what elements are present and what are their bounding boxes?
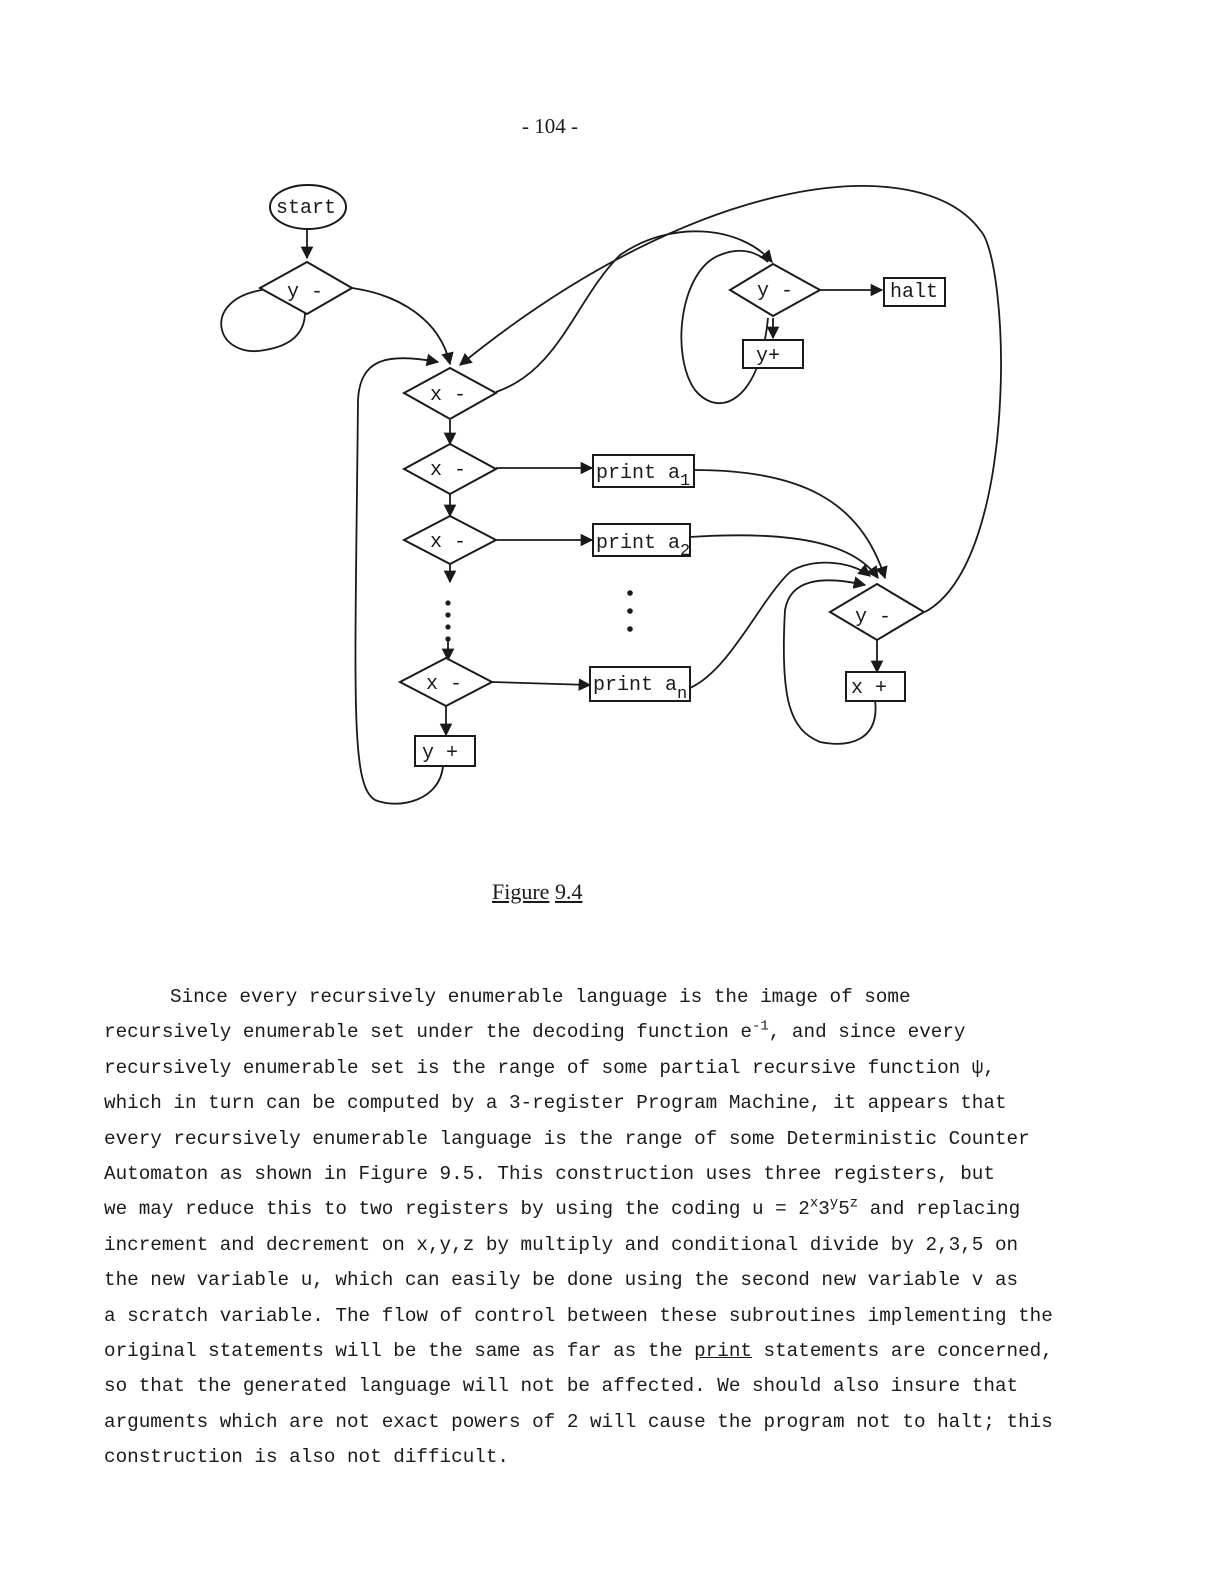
edge-xn-to-printn <box>492 682 590 685</box>
start-label: start <box>276 197 337 220</box>
body-paragraph <box>104 980 1094 1476</box>
node-start <box>270 185 346 229</box>
print-keyword: print <box>694 1340 752 1363</box>
text-line-4: which in turn can be computed by a 3-register Program Machine, it appears that <box>104 1092 1007 1115</box>
y-decrement-label: y - <box>855 606 892 629</box>
print-a1-label: print $a_1$ <box>596 462 691 491</box>
halt-label: halt <box>890 281 939 304</box>
node-x-decrement-3 <box>404 516 496 564</box>
y-increment-label: y + <box>422 742 459 765</box>
node-x-decrement-1 <box>404 368 496 419</box>
text-line-8: increment and decrement on x,y,z by multiply and conditional divide by 2,3,5 on <box>104 1233 1019 1256</box>
edge-x-to-y-top <box>496 231 772 392</box>
node-y-decrement-right <box>830 584 924 640</box>
print-an-label: print $a_n$ <box>593 674 688 704</box>
figure-caption <box>492 879 582 905</box>
text-line-10: a scratch variable. The flow of control between these subroutines implementing the <box>104 1304 1053 1327</box>
vertical-ellipsis-dots <box>445 600 450 641</box>
node-print-an <box>590 667 690 704</box>
caption-word: Figure <box>492 879 550 904</box>
text-line-9: the new variable u, which can easily be done using the second new variable v as <box>104 1269 1019 1292</box>
y-increment-label: y+ <box>756 345 781 368</box>
text-line-12: so that the generated language will not be affected. We should also insure that <box>104 1375 1019 1398</box>
caption-number: 9.4 <box>554 879 583 904</box>
edge-yright-to-x <box>460 186 1001 612</box>
node-halt <box>884 278 945 306</box>
x-decrement-label: x - <box>430 384 467 407</box>
text-line-5: every recursively enumerable language is the range of some Deterministic Counter <box>104 1127 1030 1150</box>
edge-print1-to-yright <box>694 470 885 578</box>
y-decrement-label: y - <box>757 280 794 303</box>
print-a2-label: print $a_2$ <box>596 532 691 561</box>
node-y-decrement-top <box>730 264 820 316</box>
node-y-increment-top <box>743 340 803 368</box>
text-line-6: Automaton as shown in Figure 9.5. This construction uses three registers, but <box>104 1163 995 1186</box>
text-line-11: original statements will be the same as far as the print statements are concerned, <box>104 1340 1053 1363</box>
inverse-superscript: -1 <box>751 1018 769 1035</box>
page-number: - 104 - <box>522 114 578 138</box>
x-increment-label: x + <box>851 677 888 700</box>
edge-y-top-self-loop <box>681 251 768 403</box>
node-x-decrement-n <box>400 658 492 706</box>
text-line-1: Since every recursively enumerable language is the image of some <box>170 986 911 1008</box>
text-line-7: we may reduce this to two registers by using the coding $u = 2^x3^y5^z$ and replacing <box>104 1196 1021 1221</box>
text-line-2: recursively enumerable set under the decoding function $e^{-1}$, and since every <box>104 1018 966 1044</box>
edge-print2-to-yright <box>690 535 878 578</box>
text-line-3: recursively enumerable set is the range of some partial recursive function ψ, <box>104 1056 995 1079</box>
y-decrement-label: y - <box>287 281 324 304</box>
x-decrement-label: x - <box>430 459 467 482</box>
edge-y-to-x <box>352 288 450 364</box>
print-ellipsis-dots <box>627 590 633 632</box>
node-x-increment <box>846 672 905 701</box>
node-y-increment-bottom <box>415 736 475 766</box>
node-print-a1 <box>593 455 694 491</box>
x-decrement-label: x - <box>426 673 463 696</box>
node-y-decrement-left <box>260 262 352 314</box>
text-line-13: arguments which are not exact powers of 2 will cause the program not to halt; this <box>104 1410 1053 1433</box>
text-line-14: construction is also not difficult. <box>104 1446 509 1469</box>
node-print-a2 <box>593 524 690 561</box>
x-decrement-label: x - <box>430 531 467 554</box>
node-x-decrement-2 <box>404 444 496 494</box>
